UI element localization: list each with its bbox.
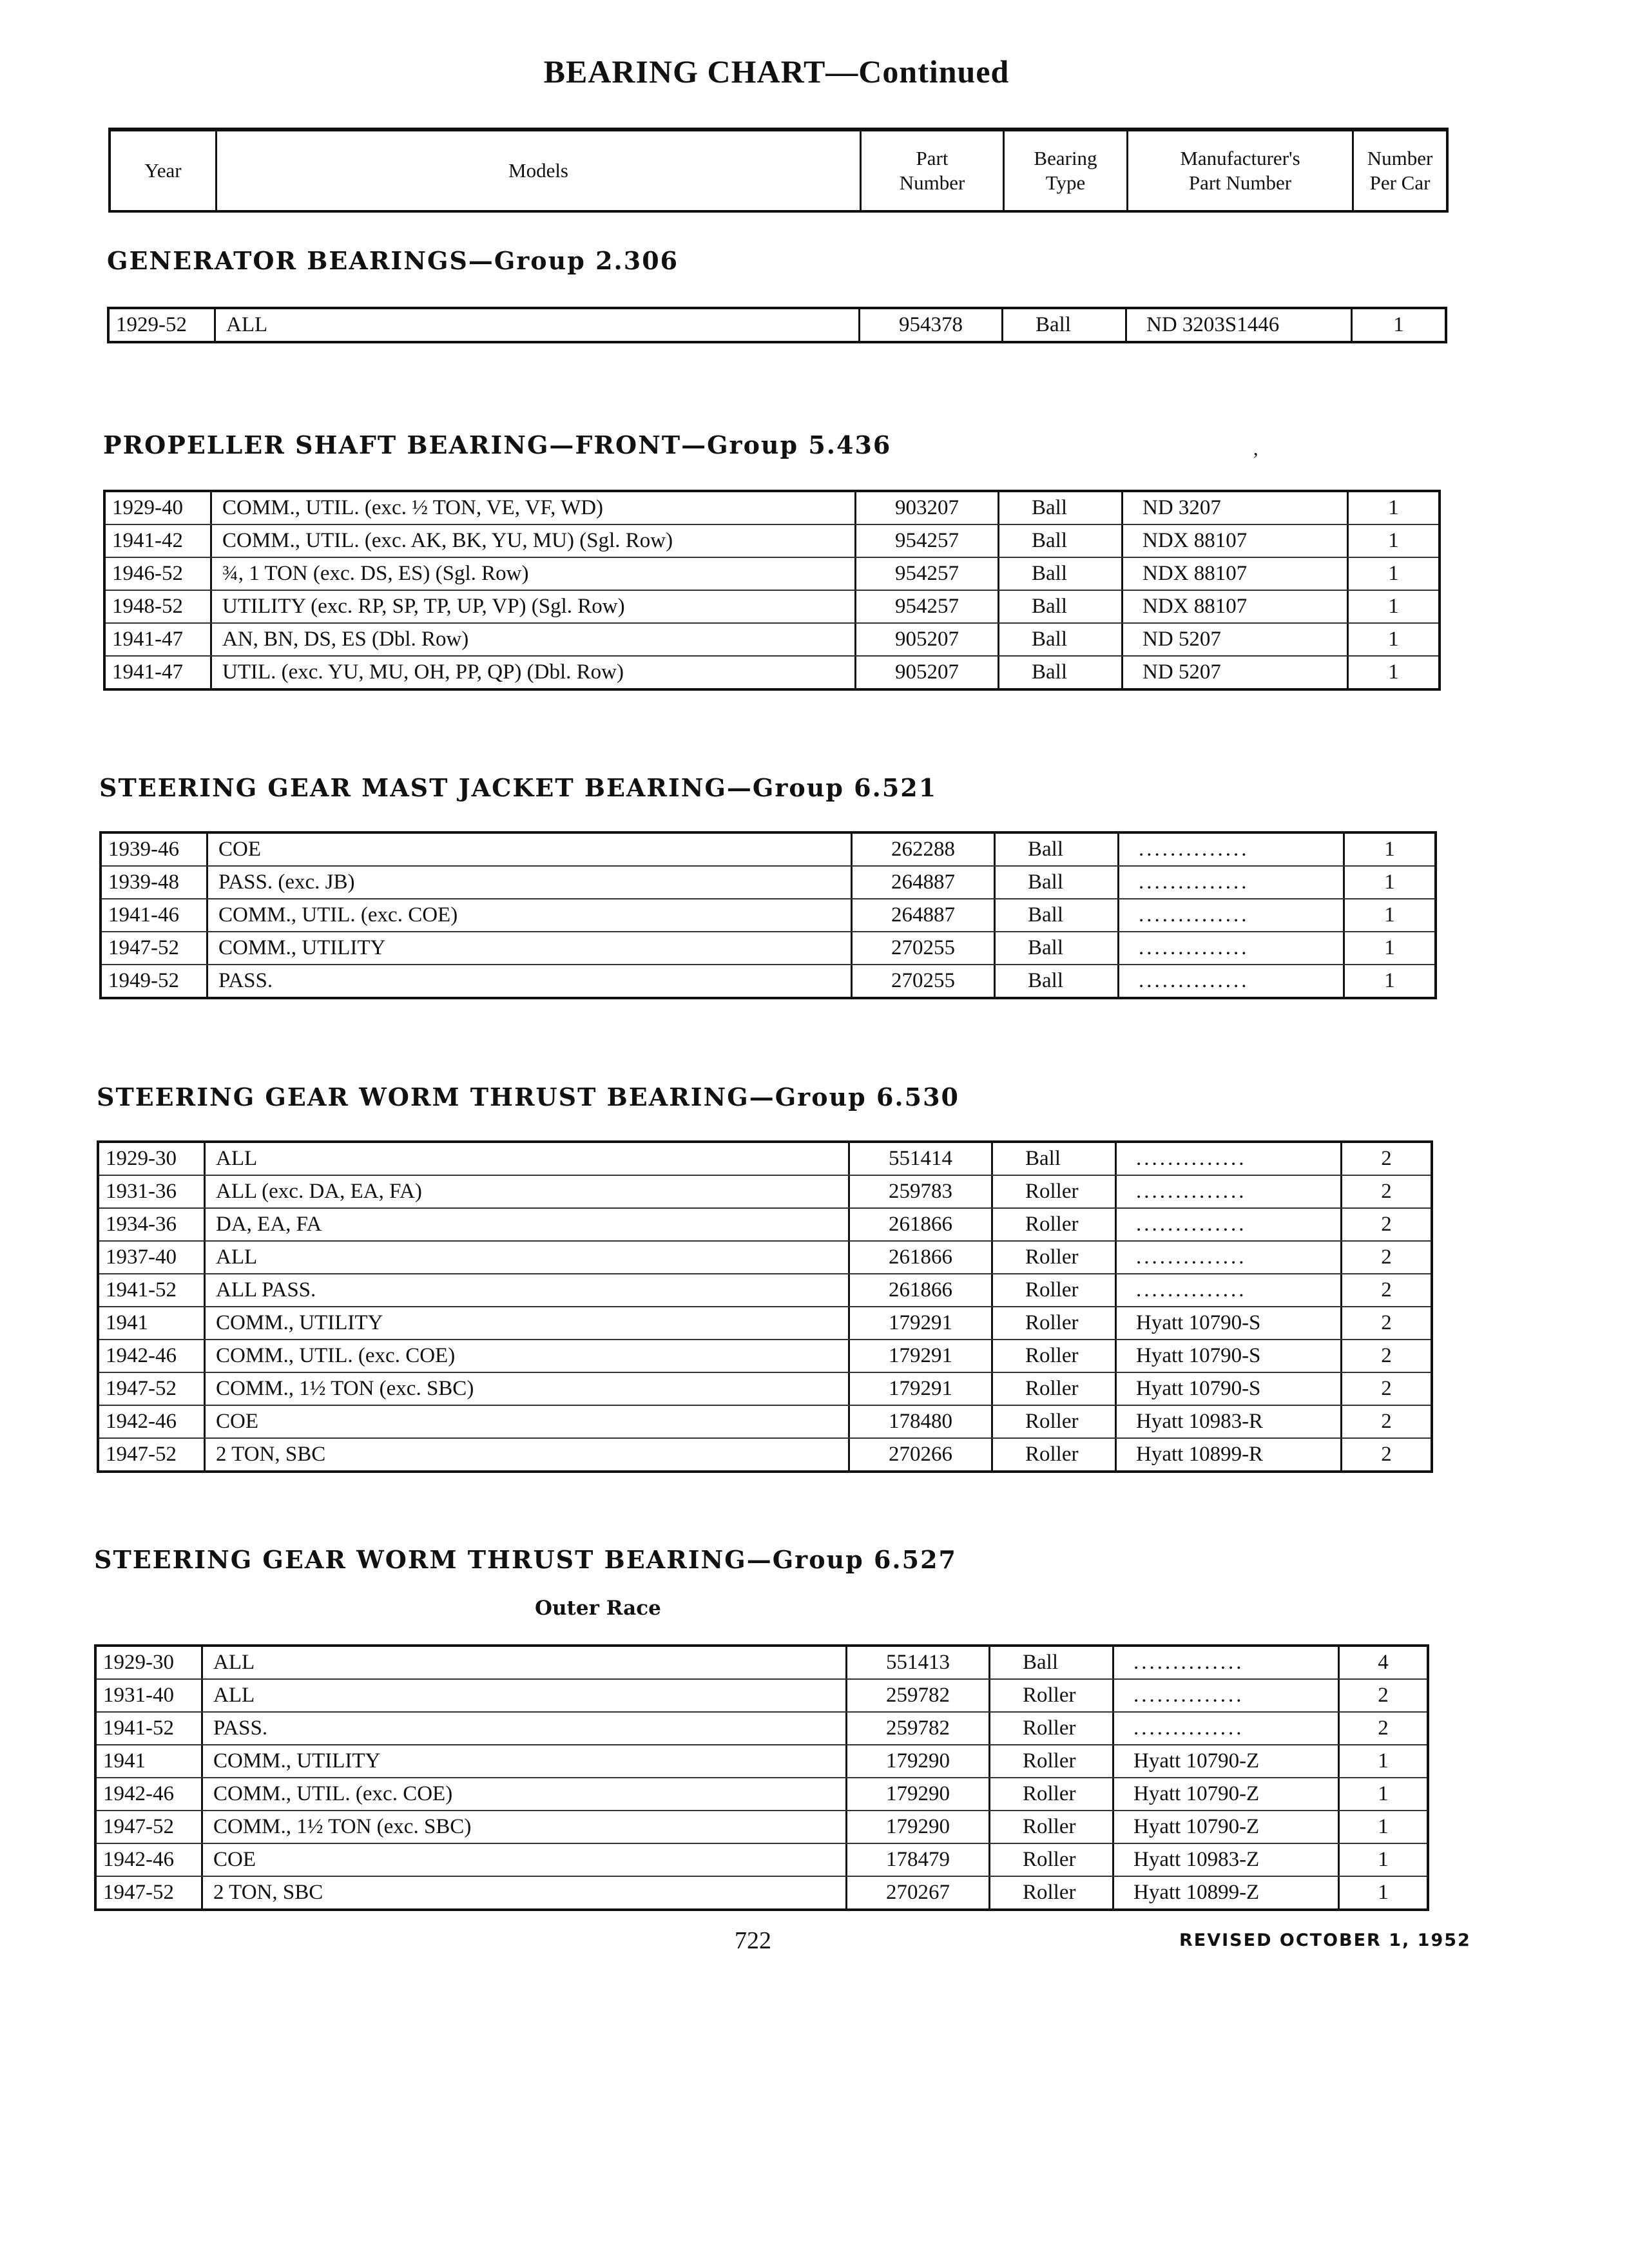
- cell-bearing-type: Roller: [991, 1209, 1115, 1240]
- cell-models: COMM., UTIL. (exc. COE): [206, 899, 851, 931]
- cell-bearing-type: Ball: [1001, 309, 1125, 341]
- cell-bearing-type: Roller: [991, 1373, 1115, 1405]
- cell-manufacturer-part-number: Hyatt 10899-Z: [1112, 1877, 1338, 1908]
- cell-year: 1937-40: [106, 1245, 177, 1269]
- cell-bearing-type: Ball: [994, 965, 1117, 997]
- cell-part-number: 261866: [848, 1209, 991, 1240]
- bearing-table: [107, 307, 1447, 343]
- cell-bearing-type: Roller: [991, 1340, 1115, 1372]
- table-row: [99, 1306, 1431, 1339]
- bearing-table: [103, 490, 1441, 691]
- cell-number-per-car: 2: [1340, 1340, 1431, 1372]
- cell-part-number: 551414: [848, 1143, 991, 1175]
- cell-number-per-car: 1: [1338, 1778, 1427, 1810]
- cell-models: PASS.: [201, 1713, 845, 1744]
- header-number-per-car: Number Per Car: [1352, 131, 1446, 210]
- cell-models: 2 TON, SBC: [201, 1877, 845, 1908]
- cell-part-number: 954257: [854, 591, 998, 622]
- cell-number-per-car: 1: [1343, 867, 1434, 898]
- cell-models: ALL: [201, 1647, 845, 1678]
- cell-year: 1941-52: [106, 1278, 177, 1302]
- cell-year: 1942-46: [103, 1782, 174, 1805]
- cell-models: COMM., UTIL. (exc. AK, BK, YU, MU) (Sgl. Row): [210, 525, 854, 557]
- cell-year: 1929-40: [112, 496, 183, 519]
- cell-year: 1949-52: [108, 969, 179, 992]
- cell-year: 1941-47: [112, 660, 183, 684]
- cell-year: 1941-52: [103, 1716, 174, 1740]
- cell-part-number: 264887: [851, 867, 994, 898]
- cell-part-number: 270266: [848, 1439, 991, 1470]
- cell-part-number: 179290: [845, 1811, 988, 1843]
- cell-part-number: 259783: [848, 1176, 991, 1207]
- cell-number-per-car: 2: [1338, 1680, 1427, 1711]
- cell-manufacturer-part-number: ..............: [1117, 834, 1343, 865]
- cell-number-per-car: 1: [1338, 1745, 1427, 1777]
- cell-number-per-car: 1: [1347, 624, 1438, 655]
- table-row: [106, 622, 1438, 655]
- header-bearing-type: Bearing Type: [1003, 131, 1126, 210]
- table-row: [102, 964, 1434, 997]
- cell-models: DA, EA, FA: [204, 1209, 848, 1240]
- cell-number-per-car: 4: [1338, 1647, 1427, 1678]
- cell-bearing-type: Ball: [994, 899, 1117, 931]
- table-row: [97, 1647, 1427, 1678]
- cell-manufacturer-part-number: ..............: [1112, 1713, 1338, 1744]
- cell-part-number: 259782: [845, 1713, 988, 1744]
- cell-year: 1941-46: [108, 903, 179, 927]
- table-row: [99, 1372, 1431, 1405]
- cell-year: 1942-46: [103, 1848, 174, 1871]
- cell-bearing-type: Ball: [994, 834, 1117, 865]
- cell-bearing-type: Ball: [988, 1647, 1112, 1678]
- table-row: [106, 492, 1438, 524]
- cell-models: ALL: [204, 1143, 848, 1175]
- cell-bearing-type: Roller: [991, 1242, 1115, 1273]
- cell-bearing-type: Roller: [988, 1811, 1112, 1843]
- cell-number-per-car: 1: [1343, 899, 1434, 931]
- cell-bearing-type: Roller: [988, 1778, 1112, 1810]
- table-row: [99, 1175, 1431, 1207]
- cell-manufacturer-part-number: Hyatt 10983-Z: [1112, 1844, 1338, 1876]
- cell-bearing-type: Ball: [994, 932, 1117, 964]
- cell-manufacturer-part-number: ND 5207: [1121, 657, 1347, 688]
- cell-manufacturer-part-number: ..............: [1115, 1242, 1340, 1273]
- cell-part-number: 264887: [851, 899, 994, 931]
- cell-part-number: 179290: [845, 1745, 988, 1777]
- cell-bearing-type: Ball: [991, 1143, 1115, 1175]
- cell-part-number: 261866: [848, 1242, 991, 1273]
- cell-manufacturer-part-number: ..............: [1115, 1176, 1340, 1207]
- bearing-table: [99, 831, 1437, 999]
- header-year: Year: [144, 159, 182, 182]
- section-title: STEERING GEAR MAST JACKET BEARING—Group 6.521: [99, 773, 938, 802]
- cell-models: COMM., UTILITY: [206, 932, 851, 964]
- cell-year: 1947-52: [103, 1815, 174, 1838]
- cell-number-per-car: 2: [1340, 1209, 1431, 1240]
- cell-year: 1942-46: [106, 1410, 177, 1433]
- cell-models: ALL: [201, 1680, 845, 1711]
- cell-models: ALL PASS.: [204, 1274, 848, 1306]
- header-part-number: Part Number: [860, 131, 1003, 210]
- cell-models: PASS. (exc. JB): [206, 867, 851, 898]
- cell-models: ¾, 1 TON (exc. DS, ES) (Sgl. Row): [210, 558, 854, 590]
- cell-bearing-type: Roller: [988, 1877, 1112, 1908]
- cell-manufacturer-part-number: Hyatt 10790-S: [1115, 1340, 1340, 1372]
- table-row: [106, 524, 1438, 557]
- cell-number-per-car: 1: [1338, 1811, 1427, 1843]
- cell-bearing-type: Ball: [998, 558, 1121, 590]
- cell-manufacturer-part-number: NDX 88107: [1121, 591, 1347, 622]
- table-row: [99, 1405, 1431, 1437]
- cell-part-number: 903207: [854, 492, 998, 524]
- cell-manufacturer-part-number: Hyatt 10899-R: [1115, 1439, 1340, 1470]
- cell-year: 1947-52: [106, 1443, 177, 1466]
- cell-bearing-type: Roller: [988, 1844, 1112, 1876]
- cell-number-per-car: 2: [1340, 1242, 1431, 1273]
- cell-number-per-car: 1: [1343, 932, 1434, 964]
- cell-part-number: 270255: [851, 932, 994, 964]
- page-title: BEARING CHART—Continued: [543, 53, 1010, 90]
- cell-part-number: 270267: [845, 1877, 988, 1908]
- cell-bearing-type: Roller: [988, 1680, 1112, 1711]
- cell-year: 1934-36: [106, 1213, 177, 1236]
- cell-models: UTIL. (exc. YU, MU, OH, PP, QP) (Dbl. Row): [210, 657, 854, 688]
- page-number: 722: [735, 1927, 771, 1954]
- cell-number-per-car: 1: [1347, 558, 1438, 590]
- cell-manufacturer-part-number: ..............: [1115, 1209, 1340, 1240]
- cell-bearing-type: Ball: [994, 867, 1117, 898]
- cell-year: 1947-52: [108, 936, 179, 959]
- cell-year: 1939-46: [108, 838, 179, 861]
- cell-models: ALL: [214, 309, 858, 341]
- cell-year: 1942-46: [106, 1344, 177, 1367]
- section-subtitle: Outer Race: [535, 1597, 661, 1620]
- cell-manufacturer-part-number: ..............: [1115, 1143, 1340, 1175]
- table-row: [102, 931, 1434, 964]
- cell-part-number: 905207: [854, 657, 998, 688]
- cell-models: COMM., 1½ TON (exc. SBC): [201, 1811, 845, 1843]
- cell-year: 1929-30: [106, 1147, 177, 1170]
- cell-part-number: 954257: [854, 558, 998, 590]
- table-row: [97, 1810, 1427, 1843]
- cell-manufacturer-part-number: Hyatt 10790-Z: [1112, 1811, 1338, 1843]
- cell-year: 1947-52: [106, 1377, 177, 1400]
- table-row: [99, 1143, 1431, 1175]
- cell-number-per-car: 2: [1340, 1274, 1431, 1306]
- cell-part-number: 179291: [848, 1340, 991, 1372]
- section-title: GENERATOR BEARINGS—Group 2.306: [107, 246, 679, 275]
- header-manufacturer-part-number: Manufacturer's Part Number: [1126, 131, 1352, 210]
- cell-year: 1941: [106, 1311, 148, 1334]
- cell-year: 1946-52: [112, 562, 183, 585]
- cell-number-per-car: 2: [1340, 1143, 1431, 1175]
- cell-part-number: 179291: [848, 1373, 991, 1405]
- cell-bearing-type: Ball: [998, 657, 1121, 688]
- table-row: [102, 898, 1434, 931]
- cell-models: ALL (exc. DA, EA, FA): [204, 1176, 848, 1207]
- cell-part-number: 259782: [845, 1680, 988, 1711]
- cell-bearing-type: Roller: [991, 1439, 1115, 1470]
- table-row: [99, 1207, 1431, 1240]
- table-row: [97, 1711, 1427, 1744]
- cell-number-per-car: 1: [1343, 834, 1434, 865]
- cell-models: COMM., UTIL. (exc. COE): [201, 1778, 845, 1810]
- cell-year: 1947-52: [103, 1881, 174, 1904]
- cell-number-per-car: 2: [1340, 1307, 1431, 1339]
- cell-bearing-type: Roller: [991, 1307, 1115, 1339]
- bearing-table: [97, 1140, 1433, 1473]
- cell-year: 1931-40: [103, 1684, 174, 1707]
- cell-number-per-car: 1: [1338, 1877, 1427, 1908]
- table-row: [97, 1876, 1427, 1908]
- section-title: PROPELLER SHAFT BEARING—FRONT—Group 5.436: [103, 430, 892, 459]
- section-title: STEERING GEAR WORM THRUST BEARING—Group 6.527: [94, 1545, 957, 1574]
- cell-models: PASS.: [206, 965, 851, 997]
- cell-manufacturer-part-number: ..............: [1117, 965, 1343, 997]
- cell-models: UTILITY (exc. RP, SP, TP, UP, VP) (Sgl. Row): [210, 591, 854, 622]
- cell-bearing-type: Ball: [998, 624, 1121, 655]
- cell-models: COE: [201, 1844, 845, 1876]
- cell-bearing-type: Roller: [991, 1176, 1115, 1207]
- cell-part-number: 954378: [858, 309, 1001, 341]
- stray-mark: ,: [1253, 438, 1258, 459]
- table-row: [99, 1437, 1431, 1470]
- cell-bearing-type: Roller: [988, 1713, 1112, 1744]
- cell-manufacturer-part-number: Hyatt 10983-R: [1115, 1406, 1340, 1437]
- cell-part-number: 179290: [845, 1778, 988, 1810]
- table-row: [110, 309, 1445, 341]
- cell-year: 1948-52: [112, 595, 183, 618]
- cell-models: COE: [206, 834, 851, 865]
- bearing-table: [94, 1644, 1429, 1911]
- cell-number-per-car: 1: [1351, 309, 1445, 341]
- cell-models: COMM., UTIL. (exc. COE): [204, 1340, 848, 1372]
- cell-models: 2 TON, SBC: [204, 1439, 848, 1470]
- cell-number-per-car: 2: [1340, 1373, 1431, 1405]
- cell-manufacturer-part-number: NDX 88107: [1121, 525, 1347, 557]
- cell-number-per-car: 2: [1338, 1713, 1427, 1744]
- cell-bearing-type: Roller: [988, 1745, 1112, 1777]
- table-row: [99, 1339, 1431, 1372]
- cell-number-per-car: 2: [1340, 1439, 1431, 1470]
- section-title: STEERING GEAR WORM THRUST BEARING—Group 6.530: [97, 1082, 959, 1111]
- cell-year: 1929-52: [116, 313, 187, 336]
- cell-year: 1939-48: [108, 870, 179, 894]
- cell-manufacturer-part-number: ..............: [1117, 932, 1343, 964]
- cell-bearing-type: Roller: [991, 1406, 1115, 1437]
- cell-year: 1931-36: [106, 1180, 177, 1203]
- cell-part-number: 261866: [848, 1274, 991, 1306]
- cell-bearing-type: Ball: [998, 591, 1121, 622]
- table-row: [102, 865, 1434, 898]
- table-row: [99, 1240, 1431, 1273]
- cell-bearing-type: Ball: [998, 492, 1121, 524]
- cell-manufacturer-part-number: ND 5207: [1121, 624, 1347, 655]
- cell-manufacturer-part-number: NDX 88107: [1121, 558, 1347, 590]
- cell-models: COMM., UTIL. (exc. ½ TON, VE, VF, WD): [210, 492, 854, 524]
- cell-models: AN, BN, DS, ES (Dbl. Row): [210, 624, 854, 655]
- cell-models: COMM., 1½ TON (exc. SBC): [204, 1373, 848, 1405]
- cell-manufacturer-part-number: Hyatt 10790-S: [1115, 1307, 1340, 1339]
- cell-manufacturer-part-number: Hyatt 10790-Z: [1112, 1778, 1338, 1810]
- table-row: [99, 1273, 1431, 1306]
- cell-part-number: 262288: [851, 834, 994, 865]
- cell-part-number: 179291: [848, 1307, 991, 1339]
- cell-part-number: 954257: [854, 525, 998, 557]
- table-row: [97, 1843, 1427, 1876]
- cell-manufacturer-part-number: ND 3203S1446: [1125, 309, 1351, 341]
- cell-number-per-car: 1: [1347, 492, 1438, 524]
- cell-year: 1941-42: [112, 529, 183, 552]
- cell-manufacturer-part-number: ..............: [1112, 1680, 1338, 1711]
- cell-number-per-car: 1: [1338, 1844, 1427, 1876]
- cell-models: ALL: [204, 1242, 848, 1273]
- revised-date: REVISED OCTOBER 1, 1952: [1179, 1930, 1471, 1950]
- cell-manufacturer-part-number: ..............: [1117, 899, 1343, 931]
- header-models: Models: [215, 131, 860, 210]
- cell-models: COMM., UTILITY: [201, 1745, 845, 1777]
- cell-manufacturer-part-number: ..............: [1117, 867, 1343, 898]
- table-row: [97, 1678, 1427, 1711]
- cell-year: 1941-47: [112, 628, 183, 651]
- cell-number-per-car: 1: [1343, 965, 1434, 997]
- cell-manufacturer-part-number: ..............: [1112, 1647, 1338, 1678]
- cell-number-per-car: 2: [1340, 1406, 1431, 1437]
- cell-number-per-car: 1: [1347, 525, 1438, 557]
- cell-manufacturer-part-number: ..............: [1115, 1274, 1340, 1306]
- table-row: [97, 1777, 1427, 1810]
- cell-year: 1929-30: [103, 1651, 174, 1674]
- cell-number-per-car: 1: [1347, 657, 1438, 688]
- cell-bearing-type: Roller: [991, 1274, 1115, 1306]
- cell-part-number: 551413: [845, 1647, 988, 1678]
- table-row: [97, 1744, 1427, 1777]
- cell-models: COMM., UTILITY: [204, 1307, 848, 1339]
- cell-models: COE: [204, 1406, 848, 1437]
- column-header-table: [108, 128, 1449, 213]
- cell-year: 1941: [103, 1749, 146, 1773]
- cell-manufacturer-part-number: ND 3207: [1121, 492, 1347, 524]
- cell-part-number: 270255: [851, 965, 994, 997]
- table-row: [102, 834, 1434, 865]
- table-row: [106, 655, 1438, 688]
- cell-manufacturer-part-number: Hyatt 10790-Z: [1112, 1745, 1338, 1777]
- cell-part-number: 905207: [854, 624, 998, 655]
- cell-part-number: 178479: [845, 1844, 988, 1876]
- cell-number-per-car: 1: [1347, 591, 1438, 622]
- cell-manufacturer-part-number: Hyatt 10790-S: [1115, 1373, 1340, 1405]
- cell-part-number: 178480: [848, 1406, 991, 1437]
- cell-bearing-type: Ball: [998, 525, 1121, 557]
- cell-number-per-car: 2: [1340, 1176, 1431, 1207]
- table-row: [106, 590, 1438, 622]
- table-row: [106, 557, 1438, 590]
